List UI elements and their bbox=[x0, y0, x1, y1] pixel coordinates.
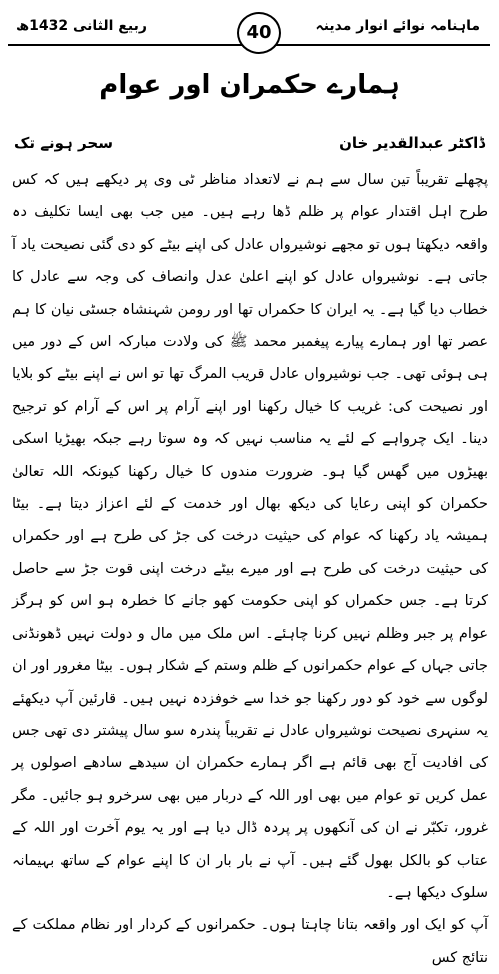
column-name: سحر ہونے تک bbox=[14, 134, 113, 152]
article-paragraph: پچھلے تقریباً تین سال سے ہم نے لاتعداد مناظر ٹی وی پر دیکھے ہیں کہ کس طرح اہل اقتدار عوام پر ظلم ڈھا رہے ہیں۔ میں جب بھی ایسا تکلیف دہ واقعہ دیکھتا ہوں تو مجھے نوشیرواں عادل کی اپنے بیٹے کو دی گئی نصیحت یاد آ جاتی ہے۔ نوشیرواں عادل کو اپنے اعلیٰ عدل وانصاف کی وجہ سے عادل کا خطاب دیا گیا ہے۔ یہ ایران کا حکمراں تھا اور رومن شہنشاہ جسٹی نیان کا ہم عصر تھا اور ہمارے پیارے پیغمبر محمد ﷺ کی ولادت مبارکہ اس کے دور میں ہی ہوئی تھی۔ جب نوشیرواں عادل قریب المرگ تھا تو اس نے اپنے بیٹے کو بلایا اور نصیحت کی: غریب کا خیال رکھنا اور اپنے آرام پر اس کے آرام کو ترجیح دینا۔ ایک چرواہے کے لئے یہ مناسب نہیں کہ وہ سوتا رہے جبکہ بھیڑیا اسکی بھیڑوں میں گھس گیا ہو۔ ضرورت مندوں کا خیال رکھنا کیونکہ اللہ تعالیٰ حکمران کو اپنی رعایا کی دیکھ بھال اور خدمت کے لئے اعزاز دیتا ہے۔ بیٹا ہمیشہ یاد رکھنا کہ عوام کی حیثیت درخت کی جڑ کی طرح ہے اور حکمراں کی حیثیت درخت کی طرح ہے اور میرے بیٹے درخت اپنی قوت جڑ سے حاصل کرتا ہے۔ جس حکمراں کو اپنی حکومت کھو جانے کا خطرہ ہو اس کو ہرگز عوام پر جبر وظلم نہیں کرنا چاہئے۔ اس ملک میں مال و دولت نہیں ڈھونڈنی جاتی جہاں کے عوام حکمرانوں کے ظلم وستم کے شکار ہوں۔ بیٹا مغرور اور ان لوگوں سے خود کو دور رکھنا جو خدا سے خوفزدہ نہیں ہیں۔ قارئین آپ دیکھئے یہ سنہری نصیحت نوشیرواں عادل نے تقریباً پندرہ سو سال پیشتر دی تھی جس کی افادیت آج بھی قائم ہے اگر ہمارے حکمران ان سیدھے سادھے اصولوں پر عمل کریں تو عوام میں بھی اور اللہ کے دربار میں بھی سرخرو ہو جائیں۔ مگر غرور، تکبّر نے ان کی آنکھوں پر پردہ ڈال دیا ہے اور یہ یوم آخرت اور اللہ کے عتاب کو بالکل بھول گئے ہیں۔ آپ نے بار بار ان کا اپنے عوام کے ساتھ بہیمانہ سلوک دیکھا ہے۔ bbox=[12, 172, 488, 901]
issue-date: ربیع الثانی 1432ھ bbox=[16, 18, 147, 34]
article-title: ہمارے حکمران اور عوام bbox=[99, 70, 400, 100]
page-header bbox=[8, 12, 490, 46]
page-number: 40 bbox=[237, 12, 281, 54]
article-paragraph: آپ کو ایک اور واقعہ بتانا چاہتا ہوں۔ حکمرانوں کے کردار اور نظام مملکت کے نتائج کس bbox=[12, 917, 488, 966]
article-body bbox=[12, 164, 488, 974]
author-name: ڈاکٹر عبدالقدیر خان bbox=[339, 134, 485, 152]
magazine-name: ماہنامہ نوائے انوار مدینہ bbox=[315, 18, 480, 34]
